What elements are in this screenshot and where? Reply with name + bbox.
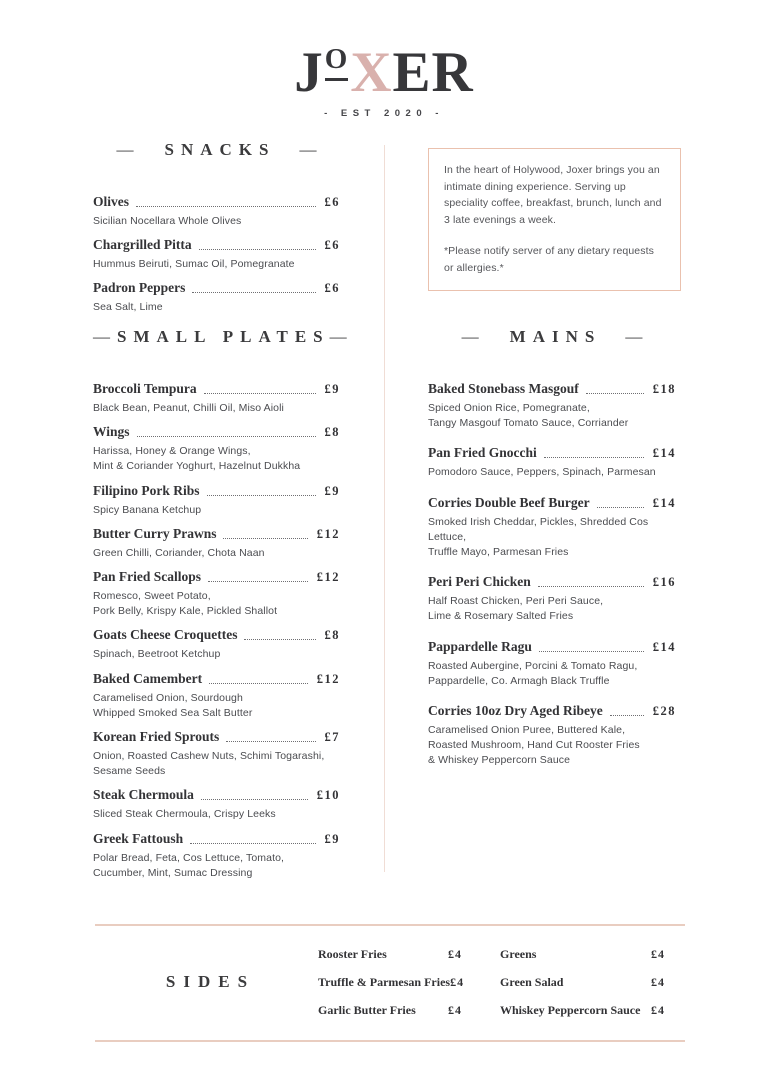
menu-item-description xyxy=(93,647,340,662)
side-item-price: £4 xyxy=(450,974,465,989)
menu-item-price: £12 xyxy=(316,570,340,585)
description-line: Pork Belly, Krispy Kale, Pickled Shallot xyxy=(93,605,278,618)
section-small-plates xyxy=(93,327,347,889)
menu-item-name: Wings xyxy=(93,424,130,440)
menu-item-description xyxy=(93,214,340,229)
logo-letter-j: J xyxy=(294,41,324,104)
menu-item-row xyxy=(93,526,340,542)
menu-item xyxy=(93,424,340,474)
menu-item xyxy=(93,381,340,416)
menu-item-row xyxy=(93,424,340,440)
menu-item-price: £14 xyxy=(652,446,676,461)
description-line: Whipped Smoked Sea Salt Butter xyxy=(93,706,253,719)
menu-item-description xyxy=(93,749,340,779)
dotted-leader xyxy=(192,292,315,293)
menu-item-row xyxy=(428,381,676,397)
side-item-name: Truffle & Parmesan Fries xyxy=(318,974,451,989)
dotted-leader xyxy=(199,249,316,250)
menu-item-row xyxy=(93,237,340,253)
logo-letters-er: ER xyxy=(392,41,474,104)
info-box xyxy=(428,148,681,291)
menu-item xyxy=(93,280,340,315)
menu-item-row xyxy=(93,831,340,847)
menu-item-price: £8 xyxy=(324,425,340,440)
side-item xyxy=(318,1003,462,1018)
column-divider xyxy=(384,145,385,872)
menu-item-row xyxy=(93,280,340,296)
menu-item-row xyxy=(428,445,676,461)
menu-item-description xyxy=(93,503,340,518)
header-dash-right: — xyxy=(329,327,347,346)
sides-column-2 xyxy=(500,940,665,1024)
menu-item xyxy=(428,574,676,624)
header-dash-left: — xyxy=(116,140,134,159)
side-item xyxy=(318,947,462,962)
dotted-leader xyxy=(226,741,315,742)
menu-item-name: Corries 10oz Dry Aged Ribeye xyxy=(428,703,603,719)
menu-item-price: £8 xyxy=(324,628,340,643)
description-line: Polar Bread, Feta, Cos Lettuce, Tomato, xyxy=(93,851,285,864)
dotted-leader xyxy=(137,436,316,437)
small-plates-item-list xyxy=(93,381,340,881)
menu-item-price: £9 xyxy=(324,831,340,846)
menu-item-name: Korean Fried Sprouts xyxy=(93,729,220,745)
description-line: Harissa, Honey & Orange Wings, xyxy=(93,445,251,458)
description-line: Caramelised Onion Puree, Buttered Kale, xyxy=(428,724,626,737)
menu-item-row xyxy=(93,671,340,687)
side-item-name: Greens xyxy=(500,946,537,961)
section-header-snacks xyxy=(93,140,340,160)
dotted-leader xyxy=(208,581,308,582)
menu-item xyxy=(93,194,340,229)
menu-item-name: Filipino Pork Ribs xyxy=(93,482,200,498)
menu-item-description xyxy=(93,546,340,561)
section-mains xyxy=(428,327,676,783)
section-sides xyxy=(95,941,685,1023)
side-item xyxy=(500,947,665,962)
description-line: Lime & Rosemary Salted Fries xyxy=(428,610,574,623)
menu-item-description xyxy=(428,465,676,480)
menu-item-description xyxy=(93,401,340,416)
menu-item-price: £12 xyxy=(316,671,340,686)
snacks-item-list xyxy=(93,194,340,316)
menu-item-row xyxy=(93,381,340,397)
sides-column-1 xyxy=(318,940,465,1024)
menu-item-description xyxy=(93,589,340,619)
dotted-leader xyxy=(539,651,644,652)
dotted-leader xyxy=(244,639,315,640)
menu-item-description xyxy=(93,851,340,881)
description-line: Romesco, Sweet Potato, xyxy=(93,590,211,603)
menu-item-price: £6 xyxy=(324,281,340,296)
menu-item-name: Goats Cheese Croquettes xyxy=(93,627,238,643)
established-year: - EST 2020 - xyxy=(324,108,444,119)
menu-item-price: £7 xyxy=(324,730,340,745)
description-line: Roasted Mushroom, Hand Cut Rooster Fries xyxy=(428,739,640,752)
description-line: Spicy Banana Ketchup xyxy=(93,503,202,516)
side-item xyxy=(318,974,465,990)
description-line: Sicilian Nocellara Whole Olives xyxy=(93,215,242,227)
menu-item-price: £16 xyxy=(652,575,676,590)
menu-item-row xyxy=(428,574,676,590)
section-header-small-plates xyxy=(93,327,347,347)
description-line: Cucumber, Mint, Sumac Dressing xyxy=(93,866,253,879)
description-line: Mint & Coriander Yoghurt, Hazelnut Dukkha xyxy=(93,460,301,473)
section-header-mains xyxy=(428,327,676,347)
dotted-leader xyxy=(597,507,644,508)
restaurant-logo xyxy=(0,41,768,119)
logo-wordmark xyxy=(0,41,768,104)
menu-item-description xyxy=(428,594,676,624)
menu-item-row xyxy=(93,787,340,803)
menu-item xyxy=(93,627,340,662)
menu-item xyxy=(93,729,340,779)
menu-item-row xyxy=(93,194,340,210)
header-dash-right: — xyxy=(625,327,643,346)
info-paragraph: In the heart of Holywood, Joxer brings you an intimate dining experience. Serving up speciality coffee, breakfast, brunch, lunch and 3 late evenings a week. xyxy=(444,164,662,226)
section-title: SIDES xyxy=(165,972,256,991)
side-item-price: £4 xyxy=(651,946,665,961)
dotted-leader xyxy=(223,538,307,539)
menu-item-name: Greek Fattoush xyxy=(93,830,184,846)
menu-item-name: Butter Curry Prawns xyxy=(93,525,217,541)
dotted-leader xyxy=(190,843,315,844)
section-title: MAINS xyxy=(509,327,602,346)
dotted-leader xyxy=(610,715,644,716)
restaurant-info-box xyxy=(428,148,681,291)
description-line: Spiced Onion Rice, Pomegranate, xyxy=(428,402,590,414)
menu-item xyxy=(428,495,676,561)
description-line: Roasted Aubergine, Porcini & Tomato Ragu, xyxy=(428,659,638,672)
description-line: Sesame Seeds xyxy=(93,765,166,778)
description-line: Half Roast Chicken, Peri Peri Sauce, xyxy=(428,595,604,608)
mains-item-list xyxy=(428,381,676,769)
menu-item-description xyxy=(428,401,676,431)
description-line: Pappardelle, Co. Armagh Black Truffle xyxy=(428,674,610,687)
menu-item-name: Peri Peri Chicken xyxy=(428,574,531,590)
menu-item-name: Pan Fried Gnocchi xyxy=(428,445,537,461)
menu-item xyxy=(93,483,340,518)
dotted-leader xyxy=(538,586,644,587)
section-snacks xyxy=(93,140,340,324)
footer-rule-bottom xyxy=(95,1040,685,1042)
side-item-price: £4 xyxy=(448,1002,462,1017)
menu-item-row xyxy=(93,483,340,499)
logo-letter-o: O xyxy=(325,45,349,81)
menu-item-name: Steak Chermoula xyxy=(93,787,194,803)
description-line: Green Chilli, Coriander, Chota Naan xyxy=(93,546,265,559)
logo-letter-x: X xyxy=(350,41,393,104)
menu-item-name: Pappardelle Ragu xyxy=(428,638,532,654)
menu-item-description xyxy=(428,723,676,769)
menu-item-row xyxy=(428,639,676,655)
side-item xyxy=(500,1003,665,1018)
menu-item-name: Pan Fried Scallops xyxy=(93,569,202,585)
description-line: Spinach, Beetroot Ketchup xyxy=(93,648,221,661)
description-line: Onion, Roasted Cashew Nuts, Schimi Togarashi, xyxy=(93,750,325,763)
dotted-leader xyxy=(201,799,308,800)
menu-item-price: £18 xyxy=(652,382,676,396)
description-line: Truffle Mayo, Parmesan Fries xyxy=(428,546,569,559)
description-line: Caramelised Onion, Sourdough xyxy=(93,691,243,704)
menu-item xyxy=(428,703,676,769)
menu-item-price: £12 xyxy=(316,526,340,541)
menu-item-row xyxy=(93,627,340,643)
dotted-leader xyxy=(544,457,644,458)
menu-item xyxy=(93,787,340,822)
menu-item-description xyxy=(428,515,676,561)
header-dash-right: — xyxy=(299,140,317,159)
side-item xyxy=(500,975,665,990)
dotted-leader xyxy=(204,393,316,394)
sides-title-box xyxy=(95,972,318,992)
section-title: SMALL PLATES xyxy=(117,327,330,346)
side-item-name: Green Salad xyxy=(500,974,564,989)
menu-item-description xyxy=(93,807,340,822)
menu-item-description xyxy=(93,257,340,272)
menu-item-price: £10 xyxy=(316,788,340,803)
menu-item-name: Padron Peppers xyxy=(93,280,186,296)
side-item-name: Rooster Fries xyxy=(318,946,387,961)
side-item-price: £4 xyxy=(651,1002,665,1017)
description-line: Hummus Beiruti, Sumac Oil, Pomegranate xyxy=(93,258,295,271)
description-line: Black Bean, Peanut, Chilli Oil, Miso Aioli xyxy=(93,402,284,414)
menu-item-price: £9 xyxy=(324,382,340,396)
description-line: Sea Salt, Lime xyxy=(93,301,163,314)
menu-item-price: £6 xyxy=(324,195,340,209)
menu-item xyxy=(428,639,676,689)
header-dash-left: — xyxy=(461,327,479,346)
description-line: Smoked Irish Cheddar, Pickles, Shredded Cos Lettuce, xyxy=(428,515,649,543)
menu-item-description xyxy=(93,444,340,474)
side-item-name: Whiskey Peppercorn Sauce xyxy=(500,1002,641,1017)
side-item-price: £4 xyxy=(448,946,462,961)
menu-item-name: Broccoli Tempura xyxy=(93,381,197,396)
footer-rule-top xyxy=(95,924,685,926)
menu-item xyxy=(93,569,340,619)
dietary-note: *Please notify server of any dietary requests or allergies.* xyxy=(444,245,654,274)
side-item-name: Garlic Butter Fries xyxy=(318,1002,416,1017)
menu-item-name: Corries Double Beef Burger xyxy=(428,494,590,510)
menu-item xyxy=(428,445,676,480)
menu-item-row xyxy=(93,569,340,585)
menu-item-price: £9 xyxy=(324,483,340,498)
menu-item xyxy=(93,831,340,881)
description-line: Tangy Masgouf Tomato Sauce, Corriander xyxy=(428,417,629,430)
dotted-leader xyxy=(586,393,644,394)
menu-item xyxy=(93,671,340,721)
menu-item xyxy=(428,381,676,431)
menu-item-row xyxy=(428,495,676,511)
description-line: Sliced Steak Chermoula, Crispy Leeks xyxy=(93,808,276,821)
header-dash-left: — xyxy=(93,327,110,346)
section-title: SNACKS xyxy=(164,140,276,159)
menu-item-name: Baked Camembert xyxy=(93,670,203,686)
menu-item xyxy=(93,237,340,272)
menu-item-price: £14 xyxy=(652,639,676,654)
side-item-price: £4 xyxy=(651,974,665,989)
menu-item-price: £14 xyxy=(652,495,676,510)
menu-item-name: Chargrilled Pitta xyxy=(93,237,192,253)
menu-item-description xyxy=(93,300,340,315)
menu-item-price: £6 xyxy=(324,238,340,253)
menu-item-name: Baked Stonebass Masgouf xyxy=(428,381,579,396)
menu-item-price: £28 xyxy=(652,704,676,719)
description-line: & Whiskey Peppercorn Sauce xyxy=(428,754,571,767)
menu-item xyxy=(93,526,340,561)
menu-item-name: Olives xyxy=(93,194,129,209)
menu-item-description xyxy=(428,659,676,689)
menu-item-row xyxy=(428,703,676,719)
description-line: Pomodoro Sauce, Peppers, Spinach, Parmesan xyxy=(428,466,656,479)
dotted-leader xyxy=(136,206,316,207)
menu-item-row xyxy=(93,729,340,745)
dotted-leader xyxy=(207,495,316,496)
menu-item-description xyxy=(93,691,340,721)
dotted-leader xyxy=(209,683,308,684)
